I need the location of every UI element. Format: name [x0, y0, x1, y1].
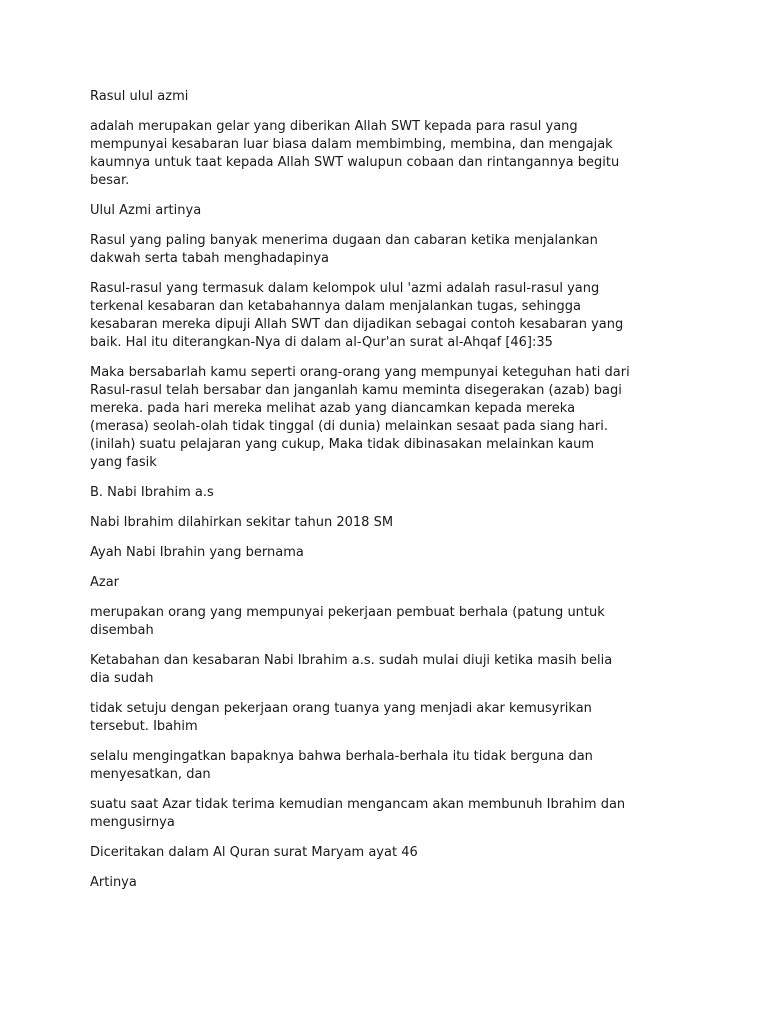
heading-artinya: Artinya: [90, 875, 137, 890]
paragraph-rasul-group: Rasul-rasul yang termasuk dalam kelompok ulul 'azmi adalah rasul-rasul yang terkenal kesabaran dan ketabahannya dalam menjalankan tugas, sehingga kesabaran mereka dipuji Allah SWT dan dijadikan sebagai contoh kesabaran yang baik. Hal itu diterangkan-Nya di dalam al-Qur'an surat al-Ahqaf [46]:35: [90, 281, 624, 350]
paragraph-definition: adalah merupakan gelar yang diberikan Allah SWT kepada para rasul yang mempunyai kesabaran luar biasa dalam membimbing, membina, dan mengajak kaumnya untuk taat kepada Allah SWT walupun cobaan dan rintangannya begitu besar.: [90, 119, 620, 188]
paragraph-azar: Azar: [90, 575, 120, 590]
heading-ulul-azmi-artinya: Ulul Azmi artinya: [90, 203, 202, 218]
paragraph-patience: Ketabahan dan kesabaran Nabi Ibrahim a.s. sudah mulai diuji ketika masih belia dia sudah: [90, 653, 613, 686]
paragraph-reminder: selalu mengingatkan bapaknya bahwa berhala-berhala itu tidak berguna dan menyesatkan, dan: [90, 749, 593, 782]
heading-nabi-ibrahim: B. Nabi Ibrahim a.s: [90, 485, 214, 500]
paragraph-disagree: tidak setuju dengan pekerjaan orang tuanya yang menjadi akar kemusyrikan tersebut. Ibahim: [90, 701, 592, 734]
paragraph-meaning: Rasul yang paling banyak menerima dugaan dan cabaran ketika menjalankan dakwah serta tabah menghadapinya: [90, 233, 598, 266]
paragraph-threat: suatu saat Azar tidak terima kemudian mengancam akan membunuh Ibrahim dan mengusirnya: [90, 797, 626, 830]
heading-rasul-ulul-azmi: Rasul ulul azmi: [90, 89, 189, 104]
document-page: [90, 88, 680, 904]
paragraph-father: Ayah Nabi Ibrahin yang bernama: [90, 545, 304, 560]
paragraph-maryam-46: Diceritakan dalam Al Quran surat Maryam ayat 46: [90, 845, 418, 860]
paragraph-quran-verse: Maka bersabarlah kamu seperti orang-orang yang mempunyai keteguhan hati dari Rasul-rasul telah bersabar dan janganlah kamu meminta disegerakan (azab) bagi mereka. pada hari mereka melihat azab yang diancamkan kepada mereka (merasa) seolah-olah tidak tinggal (di dunia) melainkan sesaat pada siang hari. (inilah) suatu pelajaran yang cukup, Maka tidak dibinasakan melainkan kaum yang fasik: [90, 365, 630, 470]
paragraph-birth: Nabi Ibrahim dilahirkan sekitar tahun 2018 SM: [90, 515, 394, 530]
paragraph-idol-maker: merupakan orang yang mempunyai pekerjaan pembuat berhala (patung untuk disembah: [90, 605, 605, 638]
